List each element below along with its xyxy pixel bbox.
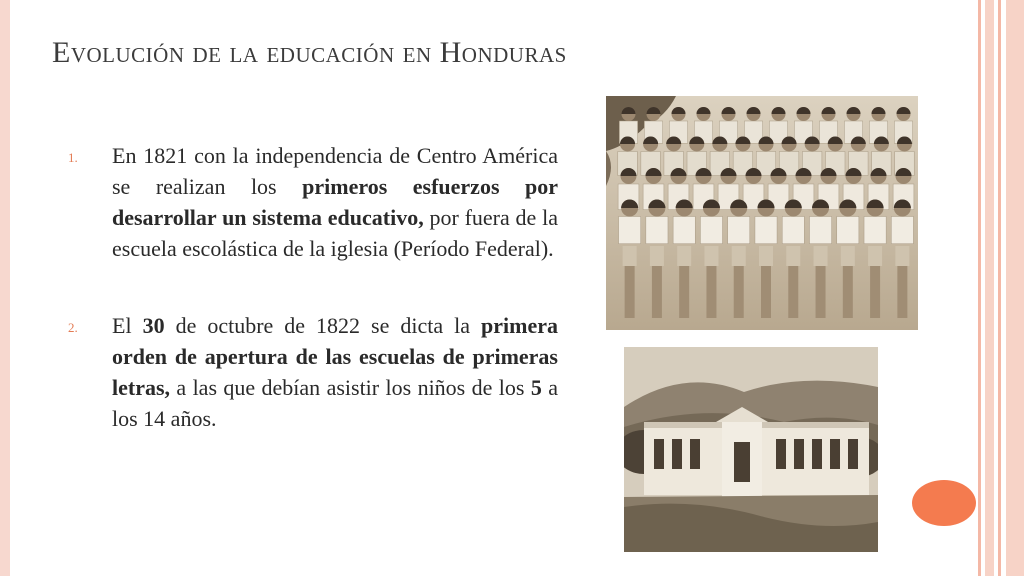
emphasis-text: primera orden de apertura de las escuelas de primeras letras, xyxy=(112,313,558,400)
right-stripe-3 xyxy=(998,0,1001,576)
slide-title: Evolución de la educación en Honduras xyxy=(52,36,567,69)
list-item-1 xyxy=(68,140,558,264)
right-stripe-2 xyxy=(985,0,994,576)
right-stripe-1 xyxy=(978,0,981,576)
list-item-text: El 30 de octubre de 1822 se dicta la primera orden de apertura de las escuelas de primeras letras, a las que debían asistir los niños de los 5 a los 14 años. xyxy=(112,313,558,431)
list-item-text: En 1821 con la independencia de Centro América se realizan los primeros esfuerzos por desarrollar un sistema educativo, por fuera de la escuela escolástica de la iglesia (Período Federal). xyxy=(112,143,559,261)
list-item-2 xyxy=(68,310,558,434)
school-building-image xyxy=(624,347,878,552)
emphasis-text: primeros esfuerzos por desarrollar un sistema educativo, xyxy=(112,174,559,230)
list-item-number: 1. xyxy=(68,150,78,165)
list-item-number: 2. xyxy=(68,320,78,335)
accent-circle xyxy=(912,480,976,526)
class-photo-image xyxy=(606,96,918,330)
left-decorative-stripe xyxy=(0,0,10,576)
right-stripe-4 xyxy=(1006,0,1024,576)
content-list xyxy=(68,140,558,480)
